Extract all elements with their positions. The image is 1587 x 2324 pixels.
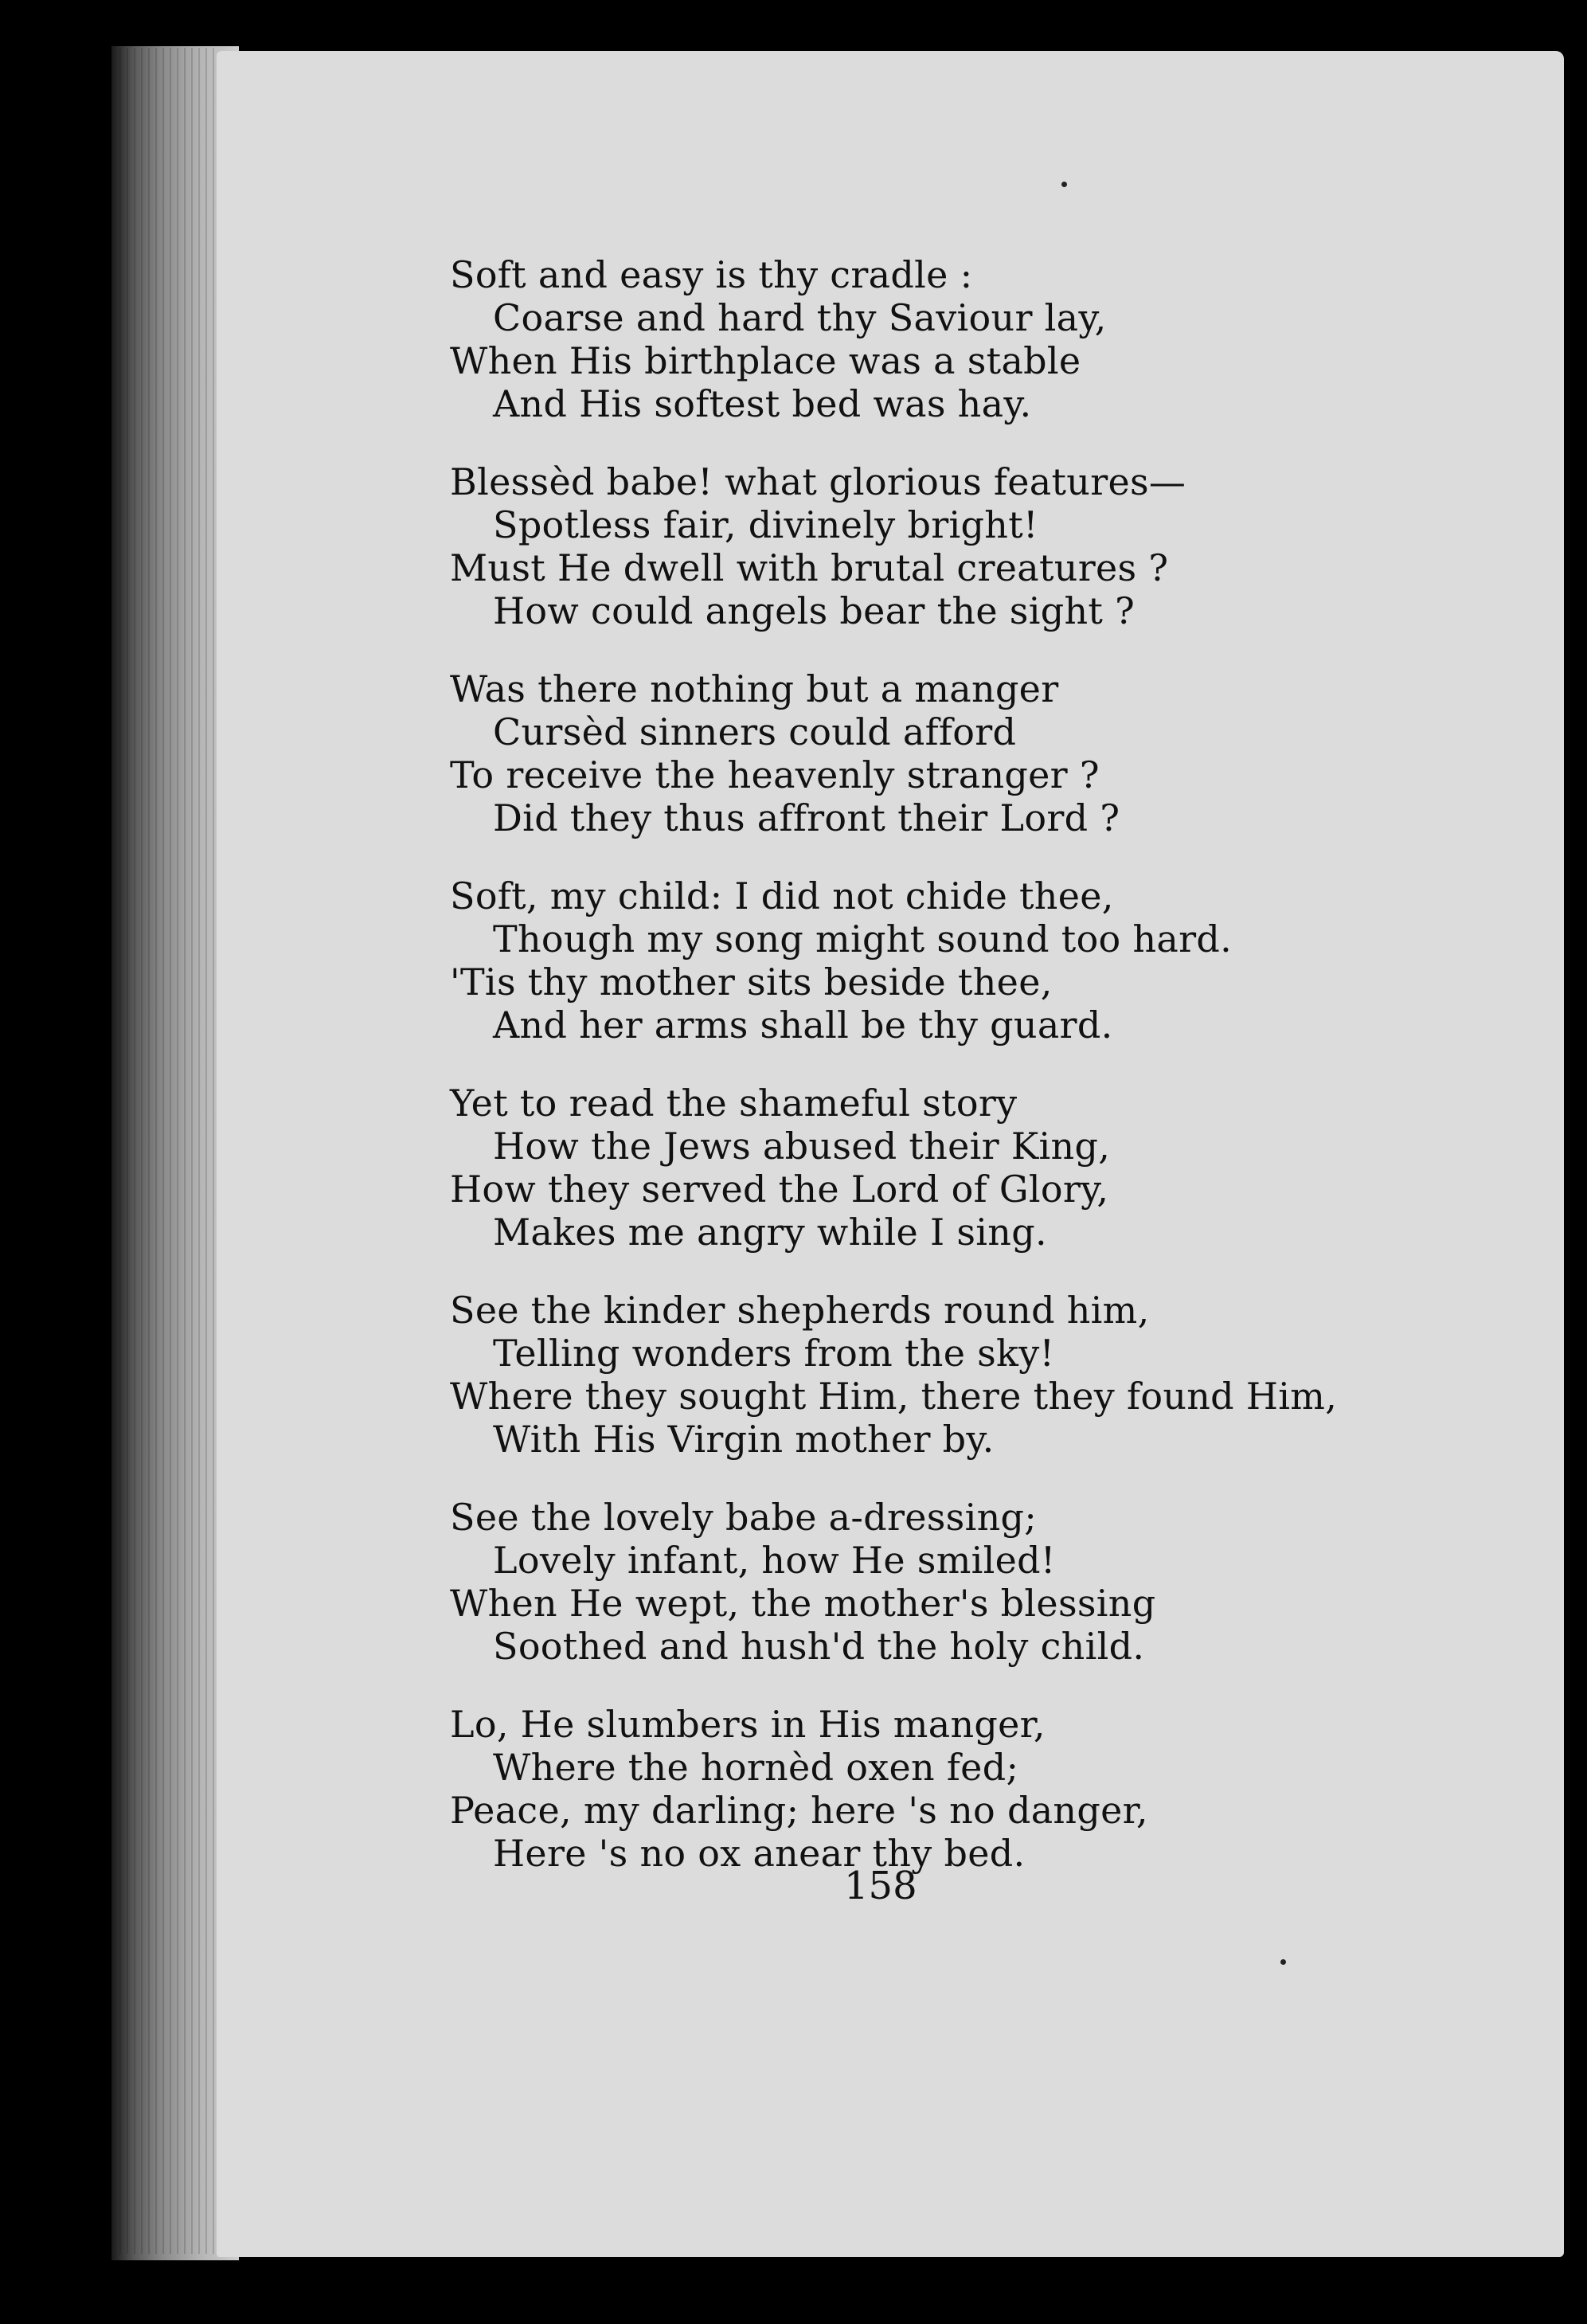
poem-line: To receive the heavenly stranger ? xyxy=(450,753,1100,796)
poem-line: Though my song might sound too hard. xyxy=(493,917,1233,961)
stanza-3 xyxy=(450,667,1525,839)
poem-line: Where they sought Him, there they found Him, xyxy=(450,1375,1338,1418)
poem-line: Cursèd sinners could afford xyxy=(493,710,1017,753)
poem-line: Soothed and hush'd the holy child. xyxy=(493,1625,1145,1668)
stanza-4 xyxy=(450,874,1525,1047)
poem-line: How could angels bear the sight ? xyxy=(493,589,1136,632)
poem-line: When His birthplace was a stable xyxy=(450,339,1081,382)
poem-line: And His softest bed was hay. xyxy=(493,382,1032,425)
poem-line: Peace, my darling; here 's no danger, xyxy=(450,1789,1148,1832)
poem-line: Must He dwell with brutal creatures ? xyxy=(450,546,1169,589)
page-number: 158 xyxy=(844,1864,917,1908)
stanza-8 xyxy=(450,1703,1525,1875)
poem-line: Telling wonders from the sky! xyxy=(493,1332,1055,1375)
poem-line: Lovely infant, how He smiled! xyxy=(493,1539,1056,1582)
poem-line: Soft, my child: I did not chide thee, xyxy=(450,874,1114,917)
poem-line: Soft and easy is thy cradle : xyxy=(450,253,973,296)
poem-line: Did they thus affront their Lord ? xyxy=(493,796,1120,839)
page-edges xyxy=(119,48,215,2254)
poem-body xyxy=(450,253,1525,1910)
poem-line: How they served the Lord of Glory, xyxy=(450,1168,1109,1211)
ink-speck xyxy=(1280,1959,1286,1965)
stanza-1 xyxy=(450,253,1525,425)
poem-line: With His Virgin mother by. xyxy=(493,1418,995,1461)
stanza-7 xyxy=(450,1496,1525,1668)
poem-line: Where the hornèd oxen fed; xyxy=(493,1746,1019,1789)
poem-line: When He wept, the mother's blessing xyxy=(450,1582,1156,1625)
poem-line: Coarse and hard thy Saviour lay, xyxy=(493,296,1107,339)
poem-line: Was there nothing but a manger xyxy=(450,667,1059,710)
poem-line: Yet to read the shameful story xyxy=(450,1082,1018,1125)
poem-line: Here 's no ox anear thy bed. xyxy=(493,1832,1026,1875)
stanza-6 xyxy=(450,1289,1525,1461)
poem-line: Spotless fair, divinely bright! xyxy=(493,503,1038,546)
ink-speck xyxy=(1061,182,1067,187)
poem-line: See the lovely babe a-dressing; xyxy=(450,1496,1038,1539)
poem-line: How the Jews abused their King, xyxy=(493,1125,1111,1168)
poem-line: See the kinder shepherds round him, xyxy=(450,1289,1150,1332)
stanza-2 xyxy=(450,460,1525,632)
poem-line: 'Tis thy mother sits beside thee, xyxy=(450,961,1053,1004)
poem-line: Lo, He slumbers in His manger, xyxy=(450,1703,1046,1746)
stanza-5 xyxy=(450,1082,1525,1254)
poem-line: Makes me angry while I sing. xyxy=(493,1211,1047,1254)
poem-line: Blessèd babe! what glorious features— xyxy=(450,460,1186,503)
poem-line: And her arms shall be thy guard. xyxy=(493,1004,1113,1047)
